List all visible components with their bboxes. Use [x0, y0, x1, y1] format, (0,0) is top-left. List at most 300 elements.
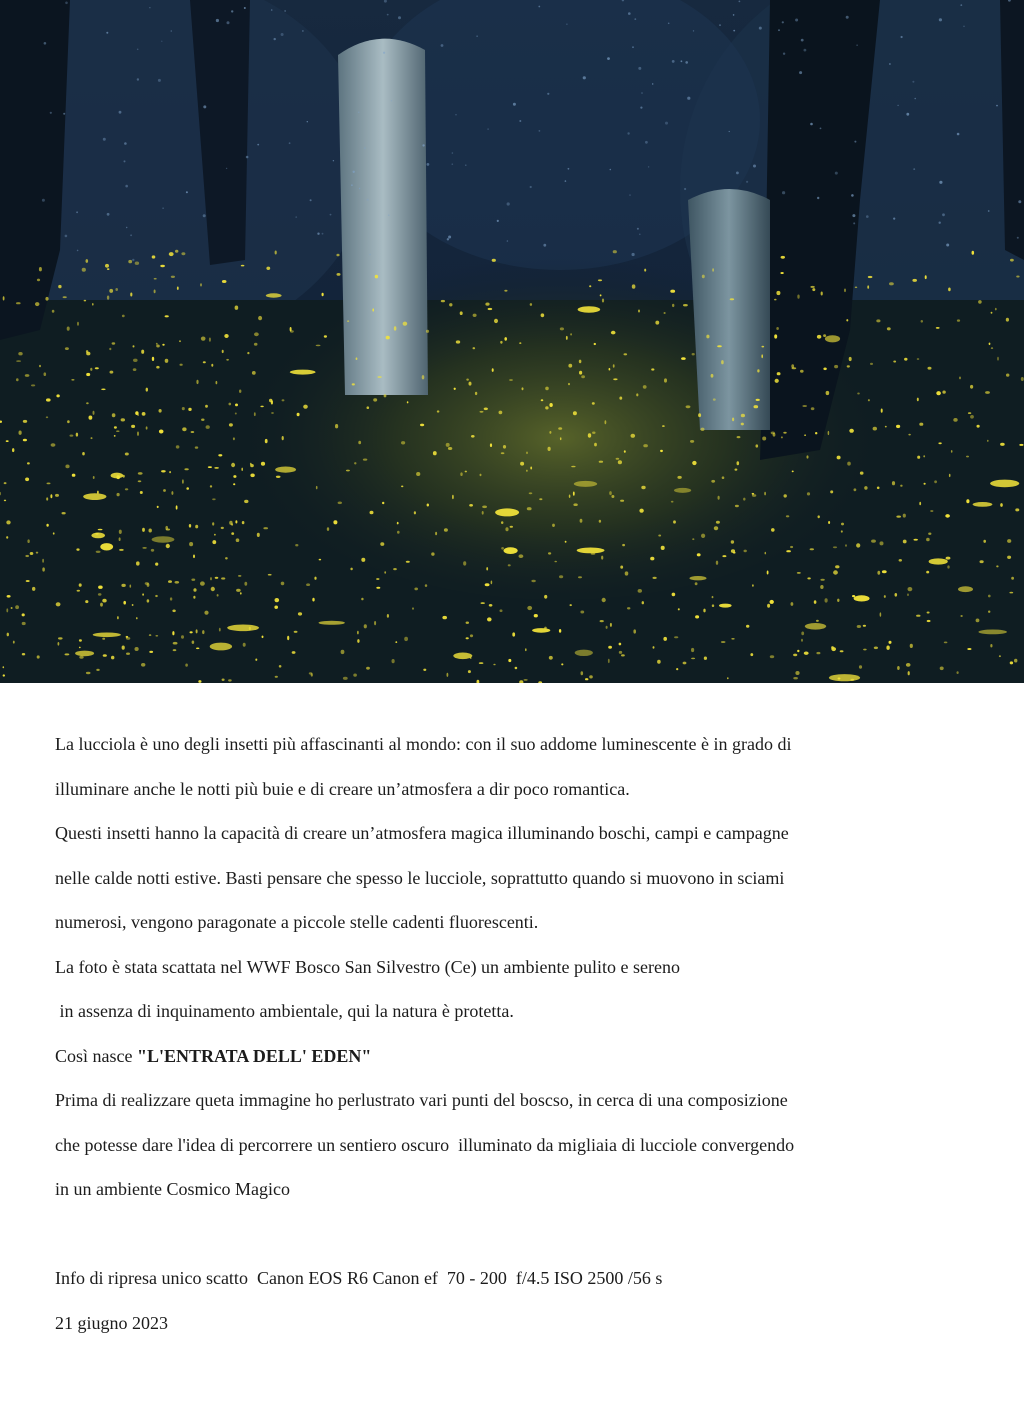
canopy-speck: [171, 30, 173, 32]
firefly-dot: [212, 522, 214, 525]
canopy-speck: [513, 103, 516, 106]
firefly-dot: [52, 310, 55, 313]
firefly-dot: [624, 353, 628, 355]
firefly-dot: [239, 390, 241, 393]
firefly-dot: [290, 327, 292, 331]
firefly-dot: [101, 389, 105, 391]
firefly-dot: [6, 536, 8, 539]
canopy-speck: [632, 253, 635, 256]
paragraph-1-line-1: La lucciola è uno degli insetti più affascinanti al mondo: con il suo addome luminescente è in grado di: [55, 734, 792, 754]
firefly-dot: [947, 565, 949, 568]
firefly-dot: [776, 327, 779, 330]
canopy-speck: [804, 49, 807, 52]
firefly-dot: [499, 411, 503, 415]
firefly-dot: [201, 419, 204, 421]
firefly-dot: [136, 617, 138, 619]
firefly-dot: [135, 647, 139, 651]
firefly-dot: [119, 537, 121, 541]
firefly-dot: [863, 649, 867, 651]
firefly-dot: [235, 520, 237, 523]
firefly-dot: [622, 544, 625, 546]
firefly-dot: [774, 334, 777, 338]
firefly-dot: [16, 360, 21, 362]
firefly-dot: [132, 604, 134, 606]
firefly-dot: [570, 333, 572, 335]
firefly-dot: [181, 252, 185, 255]
firefly-dot: [531, 580, 535, 582]
firefly-dot: [155, 635, 158, 637]
firefly-dot: [887, 327, 891, 330]
canopy-speck: [939, 18, 942, 21]
firefly-dot: [384, 394, 387, 397]
firefly-dot: [1007, 556, 1011, 559]
firefly-dot: [581, 671, 584, 675]
firefly-dot: [22, 613, 25, 616]
firefly-dot: [169, 471, 171, 473]
firefly-dot: [610, 623, 612, 627]
firefly-dot: [692, 461, 696, 465]
firefly-dot: [442, 616, 447, 619]
firefly-dot: [121, 418, 125, 421]
firefly-dot: [793, 654, 797, 657]
firefly-dot: [58, 637, 63, 639]
firefly-dot: [761, 346, 764, 348]
firefly-dot: [951, 450, 953, 453]
firefly-dot: [11, 607, 13, 609]
firefly-dot: [618, 460, 622, 464]
firefly-dot: [314, 577, 316, 580]
firefly-dot: [526, 470, 528, 472]
firefly-dot: [109, 348, 111, 350]
firefly-dot: [672, 593, 676, 597]
firefly-dot: [681, 357, 686, 360]
firefly-dot: [560, 327, 564, 330]
firefly-dot: [786, 515, 789, 517]
firefly-dot: [627, 607, 630, 609]
firefly-dot: [801, 632, 804, 636]
firefly-dot: [664, 378, 667, 382]
firefly-dot: [159, 430, 164, 434]
firefly-dot: [16, 378, 19, 381]
canopy-speck: [281, 33, 284, 36]
firefly-dot: [306, 583, 310, 586]
canopy-speck: [162, 208, 163, 209]
canopy-speck: [161, 41, 162, 42]
firefly-dot: [504, 547, 518, 554]
firefly-dot: [423, 669, 426, 671]
firefly-dot: [13, 641, 15, 644]
firefly-dot: [492, 259, 496, 262]
firefly-dot: [735, 469, 738, 471]
firefly-dot: [983, 540, 986, 543]
firefly-dot: [691, 658, 695, 660]
firefly-dot: [112, 413, 116, 417]
firefly-dot: [203, 361, 206, 363]
firefly-dot: [662, 425, 665, 427]
firefly-dot: [12, 448, 14, 452]
canopy-speck: [452, 152, 454, 154]
firefly-dot: [783, 432, 786, 434]
firefly-dot: [189, 542, 193, 546]
firefly-dot: [147, 583, 150, 587]
firefly-dot: [196, 629, 198, 633]
firefly-dot: [141, 350, 144, 354]
firefly-dot: [863, 625, 866, 627]
firefly-dot: [471, 435, 475, 438]
firefly-dot: [721, 641, 726, 643]
firefly-dot: [214, 467, 219, 469]
firefly-dot: [697, 553, 701, 556]
forest-scene: [0, 0, 1024, 683]
firefly-dot: [236, 538, 240, 542]
firefly-dot: [117, 616, 119, 619]
firefly-dot: [896, 516, 901, 518]
firefly-dot: [671, 501, 674, 503]
firefly-dot: [487, 617, 492, 621]
firefly-dot: [370, 511, 374, 515]
firefly-dot: [957, 319, 960, 321]
firefly-dot: [115, 288, 118, 291]
firefly-dot: [102, 599, 106, 603]
firefly-dot: [444, 528, 448, 532]
paragraph-2-line-2: nelle calde notti estive. Basti pensare che spesso le lucciole, soprattutto quando si muovono in sciami: [55, 867, 785, 888]
firefly-dot: [217, 594, 219, 597]
firefly-dot: [764, 492, 766, 496]
firefly-dot: [882, 570, 887, 573]
firefly-dot: [775, 379, 779, 383]
firefly-dot: [86, 402, 89, 404]
firefly-dot: [274, 606, 278, 609]
firefly-dot: [917, 358, 920, 360]
firefly-dot: [171, 491, 173, 495]
firefly-dot: [972, 251, 975, 255]
firefly-dot: [577, 548, 605, 554]
firefly-dot: [578, 306, 601, 312]
firefly-dot: [991, 312, 993, 314]
firefly-dot: [45, 297, 48, 301]
firefly-dot: [828, 521, 830, 524]
firefly-dot: [97, 491, 99, 494]
firefly-dot: [973, 502, 993, 507]
firefly-dot: [560, 437, 562, 440]
firefly-dot: [426, 330, 429, 333]
firefly-dot: [812, 288, 815, 291]
firefly-dot: [801, 639, 803, 642]
firefly-dot: [171, 276, 175, 278]
firefly-dot: [353, 674, 357, 677]
firefly-dot: [735, 505, 739, 507]
firefly-dot: [690, 576, 707, 580]
firefly-dot: [122, 646, 125, 650]
firefly-dot: [44, 372, 47, 376]
firefly-dot: [260, 406, 263, 408]
canopy-speck: [369, 254, 371, 256]
firefly-dot: [545, 387, 549, 391]
firefly-dot: [254, 332, 259, 336]
firefly-dot: [508, 659, 511, 662]
firefly-dot: [936, 327, 940, 329]
article-text: [55, 722, 985, 1345]
firefly-dot: [737, 461, 740, 465]
firefly-dot: [152, 357, 154, 361]
canopy-speck: [539, 130, 541, 132]
firefly-dot: [343, 677, 348, 680]
firefly-dot: [466, 622, 469, 624]
firefly-dot: [298, 612, 302, 615]
firefly-dot: [942, 391, 945, 394]
firefly-dot: [573, 503, 577, 506]
firefly-dot: [133, 368, 137, 371]
firefly-dot: [999, 655, 1001, 657]
firefly-dot: [660, 450, 663, 452]
canopy-speck: [487, 128, 489, 130]
canopy-speck: [566, 24, 567, 25]
firefly-dot: [84, 300, 87, 302]
firefly-dot: [880, 612, 882, 616]
firefly-dot: [422, 375, 425, 379]
firefly-dot: [46, 398, 51, 401]
firefly-dot: [683, 304, 688, 306]
firefly-dot: [579, 371, 582, 375]
firefly-dot: [554, 561, 557, 563]
firefly-dot: [154, 290, 156, 294]
firefly-dot: [651, 368, 654, 370]
firefly-dot: [657, 660, 661, 664]
firefly-dot: [226, 359, 229, 361]
canopy-speck: [65, 235, 68, 238]
firefly-dot: [327, 527, 329, 531]
canopy-speck: [852, 214, 855, 217]
stone-pillar-left: [338, 39, 428, 395]
firefly-dot: [162, 344, 164, 346]
firefly-dot: [770, 655, 774, 658]
firefly-dot: [416, 472, 420, 476]
canopy-speck: [227, 21, 230, 24]
firefly-dot: [580, 519, 583, 523]
firefly-dot: [899, 559, 902, 562]
title-prefix: Così nasce: [55, 1045, 137, 1066]
firefly-dot: [401, 486, 403, 488]
firefly-dot: [231, 532, 234, 535]
firefly-dot: [297, 413, 300, 416]
firefly-dot: [200, 283, 202, 286]
firefly-dot: [795, 671, 799, 675]
photo-title: "L'ENTRATA DELL' EDEN": [136, 1045, 372, 1066]
canopy-speck: [641, 92, 643, 94]
firefly-dot: [579, 360, 582, 364]
firefly-dot: [492, 368, 494, 372]
firefly-dot: [641, 486, 645, 489]
firefly-dot: [830, 490, 833, 493]
canopy-speck: [465, 165, 466, 166]
firefly-dot: [182, 407, 185, 410]
canopy-speck: [422, 144, 424, 146]
firefly-dot: [578, 576, 582, 578]
firefly-dot: [182, 479, 184, 483]
firefly-dot: [51, 443, 56, 446]
canopy-speck: [810, 123, 813, 126]
firefly-dot: [374, 621, 376, 625]
firefly-dot: [1014, 659, 1017, 663]
firefly-dot: [156, 343, 158, 345]
firefly-dot: [609, 491, 612, 495]
firefly-dot: [427, 504, 429, 507]
firefly-dot: [268, 574, 272, 576]
firefly-dot: [619, 643, 622, 646]
firefly-dot: [262, 636, 264, 639]
firefly-dot: [170, 597, 172, 600]
firefly-dot: [446, 443, 450, 447]
firefly-dot: [639, 509, 643, 513]
firefly-dot: [91, 533, 105, 539]
firefly-dot: [466, 637, 469, 639]
firefly-dot: [93, 411, 95, 415]
firefly-dot: [868, 276, 873, 278]
firefly-dot: [833, 546, 837, 548]
firefly-dot: [98, 529, 103, 531]
firefly-dot: [173, 642, 178, 645]
firefly-dot: [480, 474, 482, 477]
firefly-dot: [802, 405, 807, 407]
firefly-dot: [282, 436, 284, 440]
firefly-dot: [149, 634, 151, 636]
firefly-dot: [800, 370, 804, 373]
firefly-dot: [56, 602, 61, 606]
firefly-dot: [544, 595, 547, 599]
firefly-dot: [401, 441, 405, 444]
firefly-dot: [643, 444, 648, 447]
firefly-dot: [756, 444, 759, 447]
firefly-dot: [361, 558, 365, 562]
firefly-dot: [727, 677, 729, 679]
paragraph-5-line-2: che potesse dare l'idea di percorrere un sentiero oscuro illuminato da migliaia di lucciole convergendo: [55, 1134, 795, 1155]
canopy-speck: [226, 168, 227, 169]
firefly-dot: [1006, 374, 1009, 377]
firefly-dot: [844, 289, 846, 293]
firefly-dot: [62, 512, 66, 514]
firefly-dot: [958, 586, 973, 592]
firefly-dot: [79, 656, 83, 659]
canopy-speck: [77, 250, 79, 252]
canopy-speck: [946, 244, 949, 247]
firefly-dot: [852, 595, 855, 597]
canopy-speck: [1018, 200, 1021, 203]
firefly-dot: [76, 433, 78, 437]
firefly-dot: [1009, 592, 1013, 594]
firefly-dot: [874, 647, 878, 650]
firefly-dot: [309, 672, 313, 674]
firefly-dot: [225, 557, 228, 559]
firefly-dot: [107, 296, 109, 300]
firefly-dot: [85, 600, 88, 603]
firefly-dot: [558, 427, 562, 430]
firefly-dot: [18, 352, 22, 355]
firefly-dot: [214, 534, 216, 536]
firefly-dot: [23, 439, 27, 442]
firefly-dot: [137, 432, 139, 436]
firefly-dot: [695, 615, 699, 618]
firefly-dot: [926, 571, 929, 574]
firefly-dot: [948, 288, 951, 292]
firefly-dot: [250, 463, 252, 465]
firefly-dot: [568, 364, 572, 368]
firefly-dot: [737, 436, 741, 438]
canopy-speck: [963, 26, 965, 28]
firefly-dot: [380, 542, 384, 546]
paragraph-5-line-3: in un ambiente Cosmico Magico: [55, 1179, 290, 1199]
firefly-dot: [613, 250, 617, 253]
firefly-dot: [485, 583, 490, 586]
firefly-dot: [235, 413, 237, 415]
firefly-dot: [636, 393, 638, 396]
firefly-dot: [393, 568, 397, 570]
firefly-dot: [111, 656, 114, 660]
firefly-dot: [594, 443, 597, 447]
canopy-speck: [629, 194, 630, 195]
canopy-speck: [441, 44, 444, 47]
firefly-dot: [561, 663, 563, 665]
firefly-dot: [559, 575, 563, 578]
canopy-speck: [507, 202, 510, 205]
firefly-dot: [463, 561, 466, 565]
firefly-dot: [357, 631, 359, 635]
firefly-dot: [335, 424, 338, 428]
firefly-dot: [663, 637, 667, 641]
canopy-speck: [638, 67, 641, 70]
canopy-speck: [817, 197, 819, 199]
firefly-dot: [1021, 377, 1024, 381]
firefly-dot: [608, 646, 612, 649]
firefly-dot: [524, 679, 528, 681]
firefly-dot: [927, 612, 930, 614]
firefly-dot: [247, 352, 249, 354]
firefly-dot: [484, 408, 488, 411]
firefly-dot: [406, 561, 410, 563]
firefly-dot: [441, 300, 445, 302]
firefly-dot: [978, 300, 982, 304]
firefly-dot: [19, 431, 22, 435]
firefly-dot: [501, 521, 503, 524]
firefly-dot: [522, 387, 524, 390]
firefly-dot: [864, 486, 867, 490]
canopy-speck: [137, 49, 139, 51]
firefly-dot: [27, 539, 29, 543]
firefly-dot: [907, 593, 909, 596]
canopy-speck: [753, 165, 756, 168]
canopy-speck: [455, 114, 456, 115]
canopy-speck: [364, 147, 366, 149]
canopy-speck: [106, 32, 108, 34]
firefly-dot: [589, 285, 591, 287]
canopy-speck: [854, 141, 856, 143]
firefly-dot: [988, 611, 990, 613]
canopy-speck: [149, 7, 150, 8]
firefly-dot: [337, 273, 341, 276]
firefly-dot: [847, 462, 851, 466]
firefly-dot: [765, 552, 767, 555]
firefly-dot: [767, 571, 769, 575]
firefly-dot: [211, 587, 215, 591]
canopy-speck: [733, 30, 735, 32]
firefly-dot: [771, 432, 775, 435]
firefly-dot: [713, 398, 716, 400]
firefly-dot: [32, 587, 35, 591]
firefly-dot: [159, 409, 162, 413]
firefly-dot: [638, 589, 642, 593]
firefly-dot: [324, 335, 327, 337]
canopy-speck: [866, 215, 869, 218]
firefly-dot: [599, 520, 601, 523]
